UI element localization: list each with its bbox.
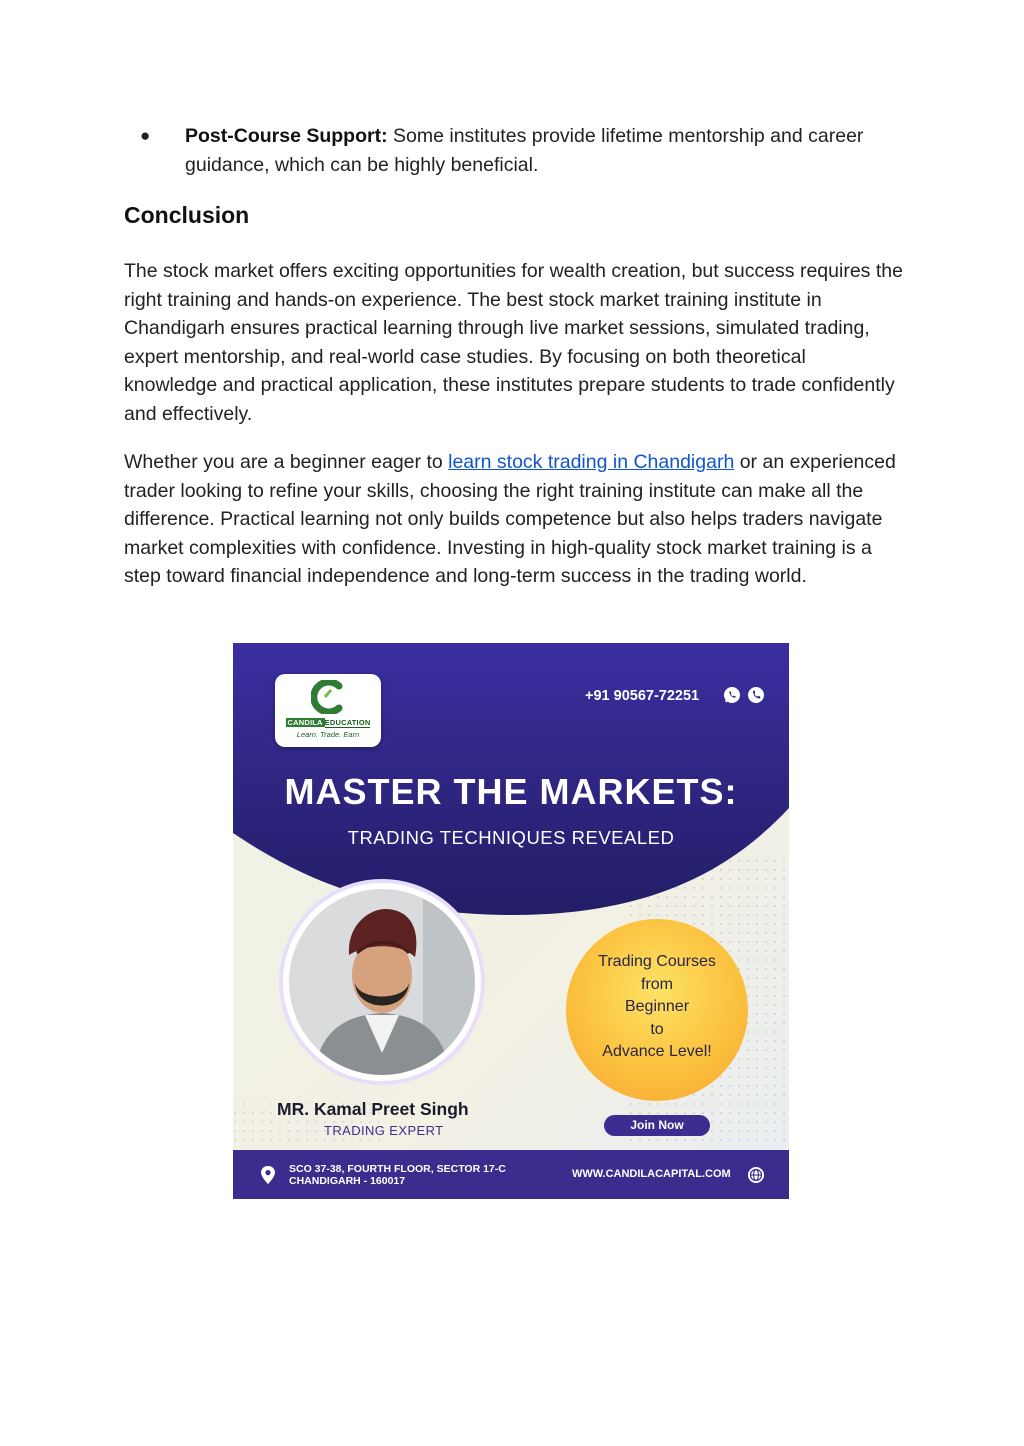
logo-brand-2: EDUCATION [324, 718, 371, 727]
logo-c-icon [311, 680, 347, 714]
section-heading-conclusion: Conclusion [124, 202, 250, 228]
list-item-post-course-support [140, 122, 920, 179]
conclusion-paragraph-1: The stock market offers exciting opportunities for wealth creation, but success requires the right training and hands-on experience. The best stock market training institute in Chandigarh ensures practical learning through live market sessions, simulated trading, expert mentorship, and real-world case studies. By focusing on both theoretical knowledge and practical application, these institutes prepare students to trade confidently and effectively. [124, 260, 903, 425]
paragraph-2-text-before: Whether you are a beginner eager to [124, 451, 449, 473]
trainer-role: TRADING EXPERT [324, 1123, 444, 1138]
banner-footer [233, 1150, 789, 1199]
offer-line-4: to [650, 1020, 664, 1038]
phone-number: +91 90567-72251 [585, 688, 700, 704]
logo-brand-1: CANDILA [287, 718, 323, 727]
bullet-body: Some institutes provide lifetime mentorship and career guidance, which can be highly beneficial. [185, 125, 864, 176]
trainer-name: MR. Kamal Preet Singh [277, 1099, 469, 1119]
offer-circle [566, 919, 748, 1101]
offer-line-1: Trading Courses [598, 953, 716, 970]
address [289, 1163, 506, 1187]
website-url: WWW.CANDILACAPITAL.COM [572, 1168, 731, 1180]
logo-tagline: Learn. Trade. Earn [296, 730, 360, 739]
paragraph-2-text-after: or an experienced trader looking to refine your skills, choosing the right training institute can make all the difference. Practical learning not only builds competence but also helps traders navigate market complexities with confidence. Investing in high-quality stock market training is a step toward financial independence and long-term success in the trading world. [124, 451, 896, 587]
banner-headline: MASTER THE MARKETS: [284, 771, 738, 812]
address-line-1: SCO 37-38, FOURTH FLOOR, SECTOR 17-C [289, 1163, 506, 1175]
offer-text [566, 951, 748, 1064]
promo-banner-image [233, 643, 789, 1199]
bullet-bold-label: Post-Course Support: [185, 125, 388, 147]
address-line-2: CHANDIGARH - 160017 [289, 1175, 406, 1187]
offer-line-2: from [641, 975, 673, 993]
globe-icon [747, 1166, 765, 1184]
candila-logo [275, 674, 381, 747]
conclusion-paragraph-2 [124, 448, 904, 591]
offer-line-5: Advance Level! [602, 1043, 712, 1060]
trainer-photo [283, 883, 481, 1081]
bullet-marker: ● [140, 126, 151, 145]
bullet-text [185, 122, 920, 179]
whatsapp-icon [723, 686, 741, 704]
offer-line-3: Beginner [624, 998, 690, 1015]
learn-stock-trading-link[interactable]: learn stock trading in Chandigarh [448, 451, 735, 473]
location-pin-icon [259, 1165, 277, 1185]
trainer-portrait [283, 883, 481, 1081]
join-now-button[interactable]: Join Now [604, 1115, 710, 1136]
phone-icon [747, 686, 765, 704]
logo-brand [284, 718, 372, 727]
banner-subheadline: TRADING TECHNIQUES REVEALED [347, 827, 675, 848]
